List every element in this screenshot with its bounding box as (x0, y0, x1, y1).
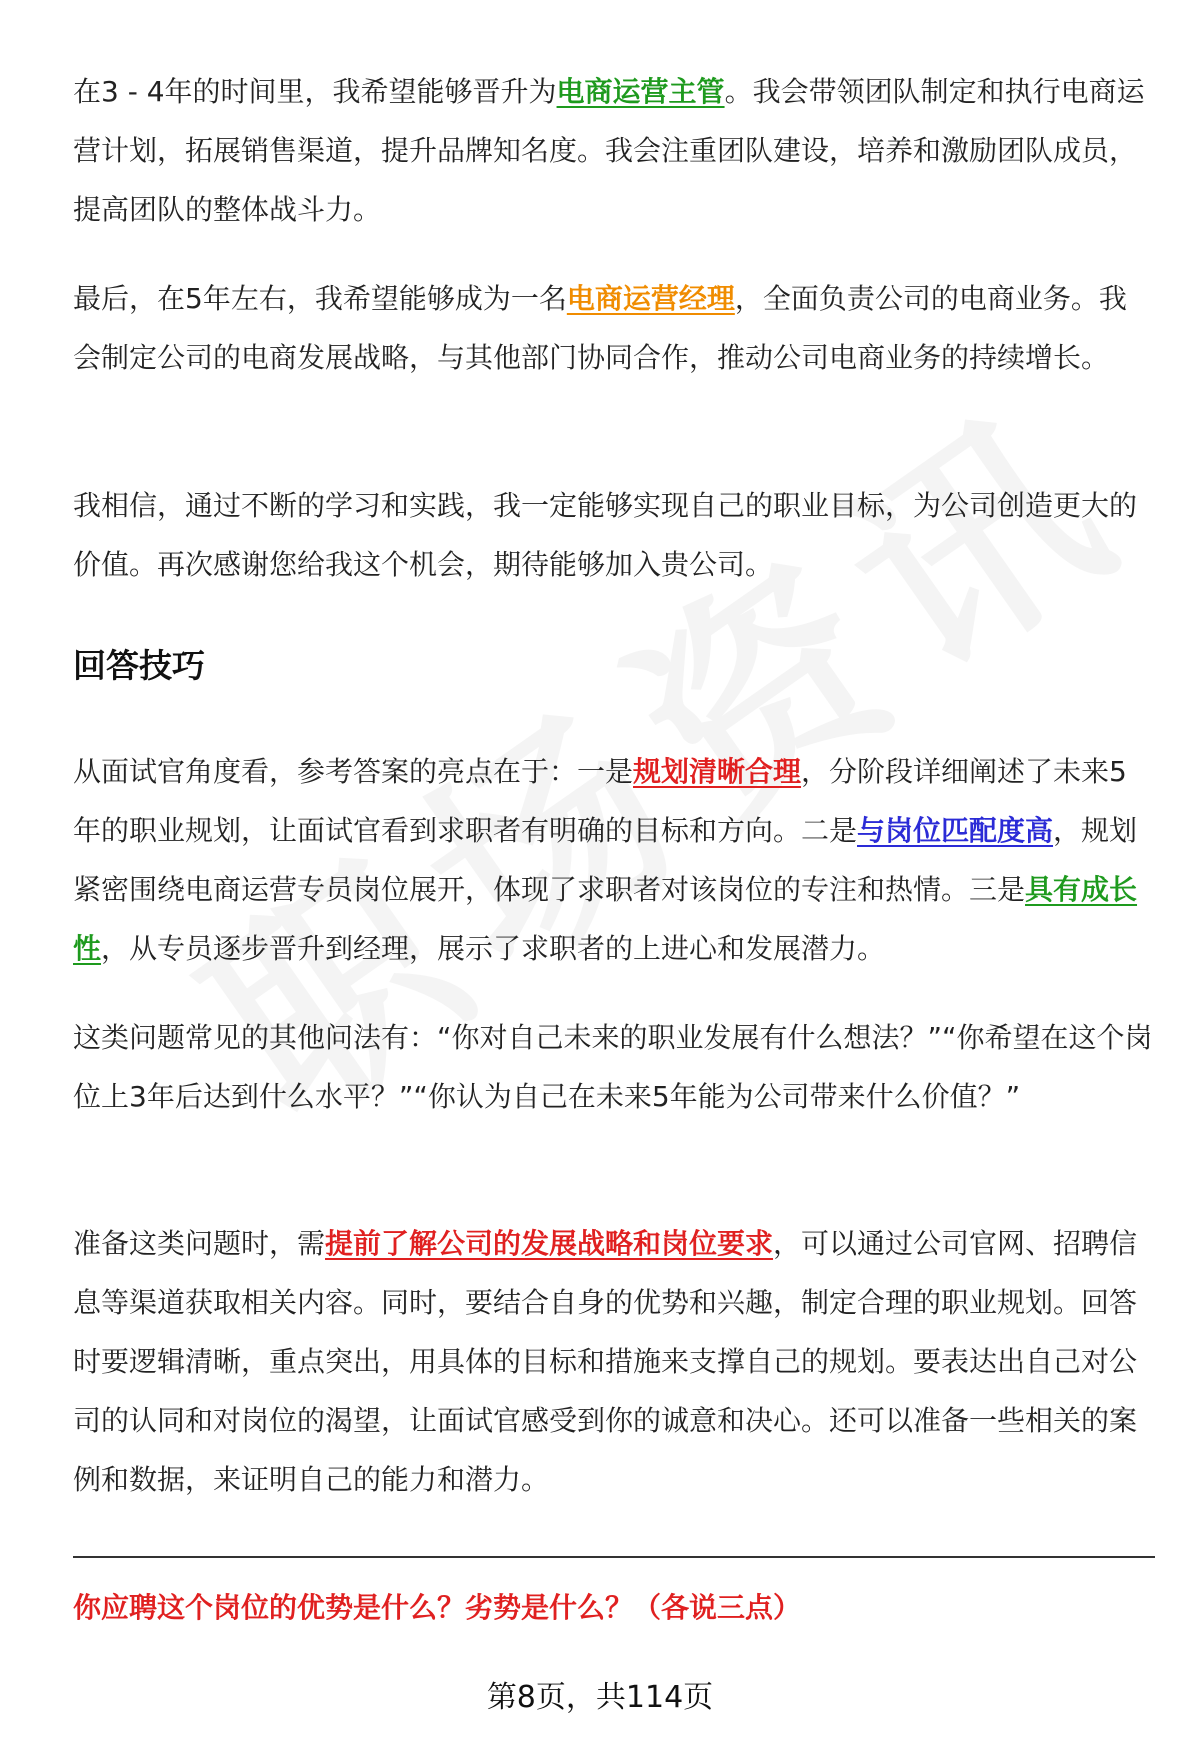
paragraph-text: 准备这类问题时，需 (73, 1227, 326, 1260)
page-number: 第8页，共114页 (486, 1680, 714, 1715)
paragraph-supervisor (73, 62, 1153, 239)
highlight-clear-plan: 规划清晰合理 (633, 755, 802, 788)
paragraph-closing: 我相信，通过不断的学习和实践，我一定能够实现自己的职业目标，为公司创造更大的价值。再次感谢您给我这个机会，期待能够加入贵公司。 (73, 489, 1138, 581)
paragraph-text: ，可以通过公司官网、招聘信息等渠道获取相关内容。同时，要结合自身的优势和兴趣，制定合理的职业规划。回答时要逻辑清晰，重点突出，用具体的目标和措施来支撑自己的规划。要表达出自己对公司的认同和对岗位的渴望，让面试官感受到你的诚意和决心。还可以准备一些相关的案例和数据，来证明自己的能力和潜力。 (73, 1227, 1138, 1496)
paragraph-alternatives: 这类问题常见的其他问法有：“你对自己未来的职业发展有什么想法？”“你希望在这个岗位上3年后达到什么水平？”“你认为自己在未来5年能为公司带来什么价值？” (73, 1021, 1153, 1113)
paragraph-manager (73, 269, 1153, 387)
paragraph-text: ，规划紧密围绕电商运营专员岗位展开，体现了求职者对该岗位的专注和热情。三是 (73, 814, 1138, 906)
paragraph-text: ，分阶段详细阐述了未来5年的职业规划，让面试官看到求职者有明确的目标和方向。二是 (73, 755, 1127, 847)
highlight-job-match: 与岗位匹配度高 (857, 814, 1054, 847)
highlight-ecommerce-supervisor: 电商运营主管 (556, 75, 725, 108)
paragraph-text: 从面试官角度看，参考答案的亮点在于：一是 (73, 755, 634, 788)
paragraph-text: ，全面负责公司的电商业务。我会制定公司的电商发展战略，与其他部门协同合作，推动公司电商业务的持续增长。 (73, 282, 1127, 374)
paragraph-text: ，从专员逐步晋升到经理，展示了求职者的上进心和发展潜力。 (101, 932, 886, 965)
paragraph-text: 。我会带领团队制定和执行电商运营计划，拓展销售渠道，提升品牌知名度。我会注重团队建设，培养和激励团队成员，提高团队的整体战斗力。 (73, 75, 1145, 226)
highlight-ecommerce-manager: 电商运营经理 (566, 282, 735, 315)
paragraph-text: 最后，在5年左右，我希望能够成为一名 (73, 282, 567, 315)
highlight-growth: 具有成长性 (73, 873, 1138, 965)
paragraph-highlights (73, 742, 1153, 978)
paragraph-preparation (73, 1214, 1153, 1509)
section-heading: 回答技巧 (73, 646, 205, 685)
highlight-understand-company: 提前了解公司的发展战略和岗位要求 (325, 1227, 774, 1260)
divider (73, 1556, 1155, 1558)
paragraph-text: 在3 - 4年的时间里，我希望能够晋升为 (73, 75, 557, 108)
next-question-title: 你应聘这个岗位的优势是什么？劣势是什么？（各说三点） (73, 1591, 802, 1624)
